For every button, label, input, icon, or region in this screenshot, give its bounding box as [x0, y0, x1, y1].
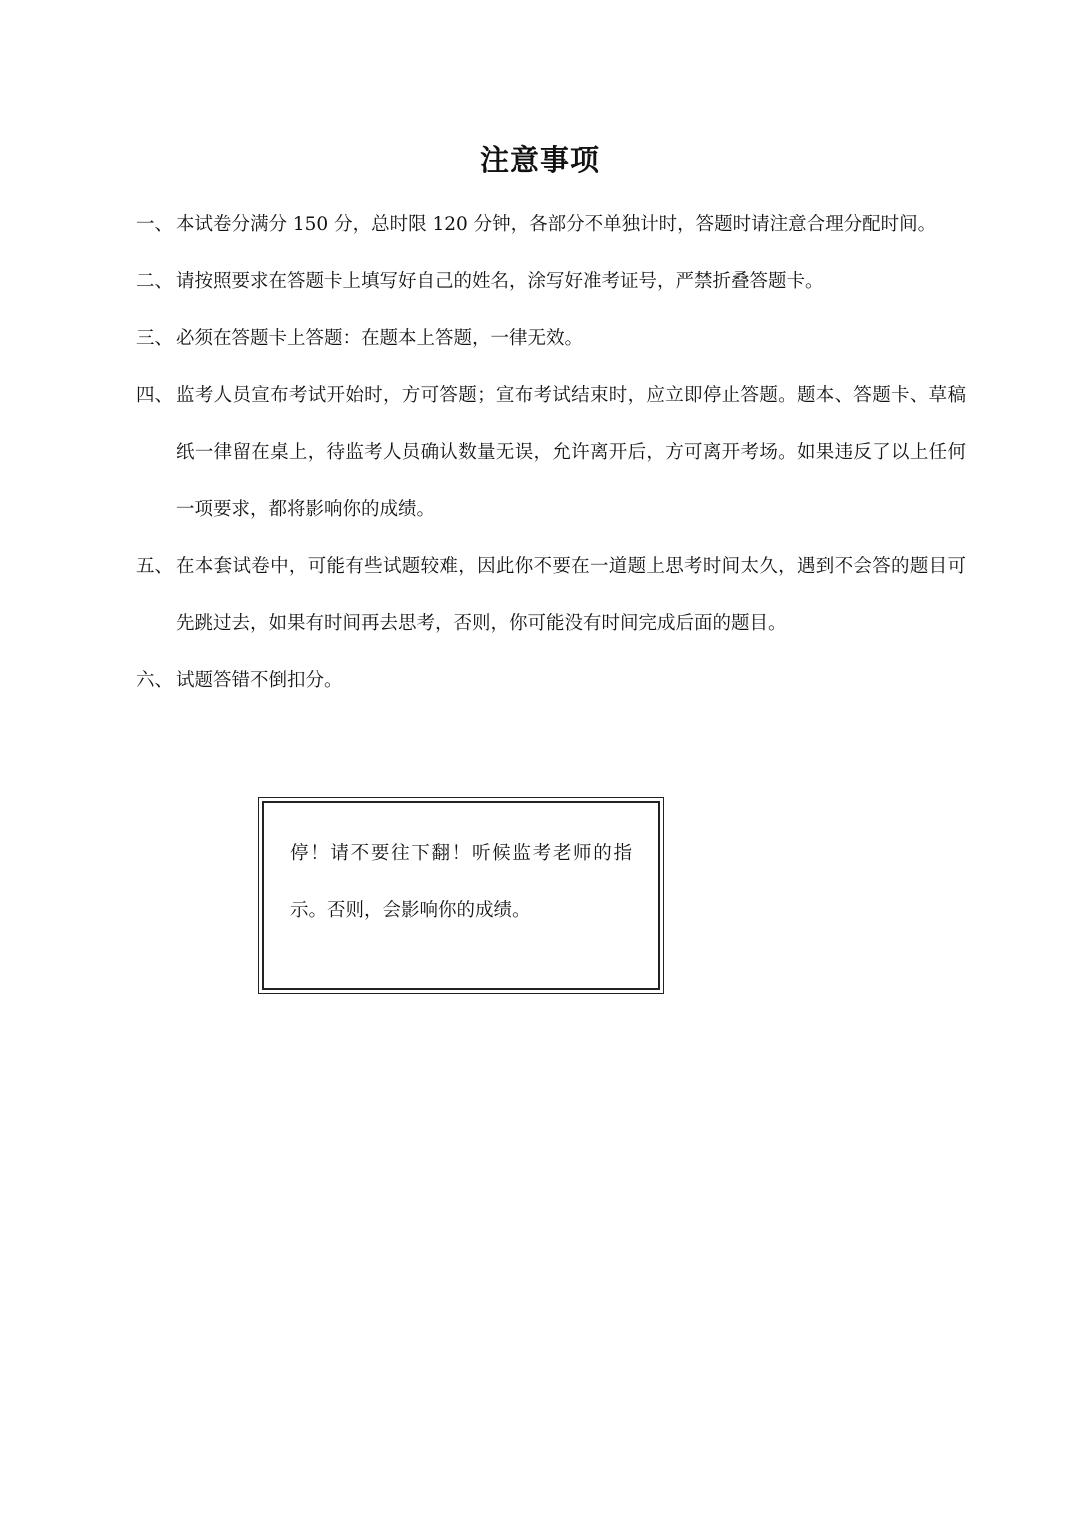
notice-number: 五、: [136, 556, 174, 577]
notice-item-1: [136, 196, 966, 253]
page-title: 注意事项: [479, 143, 600, 177]
notice-list: [136, 196, 966, 709]
notice-item-6: [136, 652, 966, 709]
notice-number: 六、: [136, 670, 174, 691]
notice-number: 四、: [136, 385, 174, 406]
notice-number: 三、: [136, 328, 174, 349]
stop-warning-text: 停！请不要往下翻！听候监考老师的指示。否则，会影响你的成绩。: [290, 843, 632, 921]
stop-warning-box: [258, 797, 664, 994]
notice-text: 试题答错不倒扣分。: [176, 670, 343, 691]
stop-warning-frame: [262, 801, 660, 990]
notice-item-5: [136, 538, 966, 652]
notice-text: 监考人员宣布考试开始时，方可答题；宣布考试结束时，应立即停止答题。题本、答题卡、草稿纸一律留在桌上，待监考人员确认数量无误，允许离开后，方可离开考场。如果违反了以上任何一项要求，都将影响你的成绩。: [176, 385, 966, 520]
notice-text: 本试卷分满分 150 分，总时限 120 分钟，各部分不单独计时，答题时请注意合理分配时间。: [176, 214, 937, 235]
notice-text: 请按照要求在答题卡上填写好自己的姓名，涂写好准考证号，严禁折叠答题卡。: [176, 271, 824, 292]
notice-item-2: [136, 253, 966, 310]
notice-item-3: [136, 310, 966, 367]
notice-text: 必须在答题卡上答题：在题本上答题，一律无效。: [176, 328, 584, 349]
notice-number: 二、: [136, 271, 174, 292]
notice-number: 一、: [136, 214, 174, 235]
notice-text: 在本套试卷中，可能有些试题较难，因此你不要在一道题上思考时间太久，遇到不会答的题目可先跳过去，如果有时间再去思考，否则，你可能没有时间完成后面的题目。: [176, 556, 966, 634]
notice-item-4: [136, 367, 966, 538]
